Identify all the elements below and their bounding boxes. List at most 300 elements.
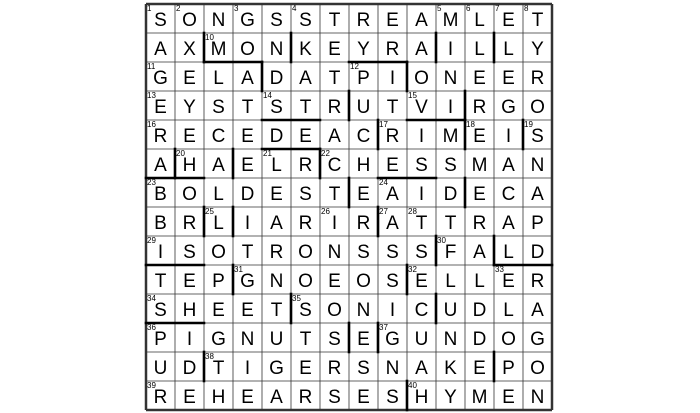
cell-letter: T: [212, 358, 225, 379]
grid-cell[interactable]: [378, 352, 407, 381]
clue-number: 6: [466, 4, 471, 13]
grid-cell[interactable]: [436, 4, 465, 33]
grid-cell[interactable]: [291, 265, 320, 294]
grid-cell[interactable]: [407, 381, 436, 410]
grid-cell[interactable]: [494, 178, 523, 207]
clue-number: 16: [147, 120, 156, 129]
cell-letter: T: [299, 97, 312, 118]
cell-letter: D: [269, 68, 284, 89]
grid-cell[interactable]: [233, 265, 262, 294]
grid-cell[interactable]: [233, 236, 262, 265]
grid-cell[interactable]: [349, 323, 378, 352]
cell-letter: L: [503, 300, 514, 321]
cell-letter: E: [328, 271, 341, 292]
cell-letter: T: [531, 10, 544, 31]
cell-letter: S: [386, 271, 399, 292]
cell-letter: A: [502, 155, 515, 176]
grid-cell[interactable]: [465, 265, 494, 294]
grid-cell[interactable]: [204, 149, 233, 178]
cell-letter: S: [415, 155, 428, 176]
grid-cell[interactable]: [349, 178, 378, 207]
grid-cell[interactable]: [465, 294, 494, 323]
grid-cell[interactable]: [262, 91, 291, 120]
grid-cell[interactable]: [407, 294, 436, 323]
cell-letter: E: [328, 39, 341, 60]
grid-cell[interactable]: [320, 207, 349, 236]
cell-letter: A: [415, 39, 428, 60]
clue-number: 8: [524, 4, 529, 13]
cell-letter: G: [153, 68, 168, 89]
grid-cell[interactable]: [523, 62, 552, 91]
grid-cell[interactable]: [291, 62, 320, 91]
grid-cell[interactable]: [291, 149, 320, 178]
grid-cell[interactable]: [407, 149, 436, 178]
cell-letter: D: [182, 358, 197, 379]
grid-cell[interactable]: [204, 62, 233, 91]
grid-cell[interactable]: [146, 62, 175, 91]
grid-cell[interactable]: [204, 4, 233, 33]
grid-cell[interactable]: [320, 381, 349, 410]
grid-cell[interactable]: [349, 294, 378, 323]
grid-cell[interactable]: [146, 207, 175, 236]
grid-cell[interactable]: [523, 33, 552, 62]
grid-cell[interactable]: [262, 381, 291, 410]
grid-cell[interactable]: [494, 323, 523, 352]
grid-cell[interactable]: [204, 294, 233, 323]
cell-letter: G: [240, 10, 255, 31]
clue-number: 15: [408, 91, 417, 100]
grid-cell[interactable]: [494, 91, 523, 120]
grid-cell[interactable]: [349, 4, 378, 33]
grid-cell[interactable]: [262, 33, 291, 62]
grid-cell[interactable]: [320, 4, 349, 33]
grid-cell[interactable]: [204, 352, 233, 381]
cell-letter: O: [530, 97, 545, 118]
cell-letter: A: [328, 126, 341, 147]
clue-number: 31: [234, 265, 243, 274]
grid-cell[interactable]: [407, 4, 436, 33]
clue-number: 26: [321, 207, 330, 216]
cell-letter: O: [182, 184, 197, 205]
grid-cell[interactable]: [204, 207, 233, 236]
cell-letter: A: [154, 155, 167, 176]
grid-cell[interactable]: [465, 120, 494, 149]
grid-cell[interactable]: [320, 178, 349, 207]
grid-cell[interactable]: [378, 265, 407, 294]
cell-letter: O: [414, 68, 429, 89]
cell-letter: S: [154, 300, 167, 321]
grid-cell[interactable]: [291, 120, 320, 149]
cell-letter: R: [298, 213, 313, 234]
cell-letter: E: [212, 300, 225, 321]
grid-cell[interactable]: [378, 91, 407, 120]
grid-cell[interactable]: [465, 91, 494, 120]
grid-cell[interactable]: [262, 294, 291, 323]
grid-cell[interactable]: [349, 265, 378, 294]
grid-cell[interactable]: [146, 323, 175, 352]
grid-cell[interactable]: [204, 323, 233, 352]
cell-letter: E: [473, 68, 486, 89]
grid-cell[interactable]: [175, 120, 204, 149]
grid-cell[interactable]: [262, 4, 291, 33]
grid-cell[interactable]: [465, 323, 494, 352]
grid-cell[interactable]: [349, 33, 378, 62]
grid-cell[interactable]: [523, 91, 552, 120]
grid-cell[interactable]: [320, 120, 349, 149]
grid-cell[interactable]: [146, 381, 175, 410]
grid-cell[interactable]: [262, 323, 291, 352]
grid-cell[interactable]: [407, 91, 436, 120]
cell-letter: T: [241, 242, 254, 263]
cell-letter: P: [212, 271, 225, 292]
grid-cell[interactable]: [349, 236, 378, 265]
grid-cell[interactable]: [320, 294, 349, 323]
cell-letter: D: [472, 300, 487, 321]
grid-cell[interactable]: [233, 294, 262, 323]
grid-cell[interactable]: [436, 352, 465, 381]
cell-letter: I: [157, 242, 164, 263]
grid-cell[interactable]: [233, 207, 262, 236]
clue-number: 34: [147, 294, 156, 303]
grid-cell[interactable]: [523, 207, 552, 236]
grid-cell[interactable]: [175, 381, 204, 410]
clue-number: 17: [379, 120, 388, 129]
grid-cell[interactable]: [262, 352, 291, 381]
grid-cell[interactable]: [436, 323, 465, 352]
cell-letter: D: [530, 242, 545, 263]
clue-number: 5: [437, 4, 442, 13]
grid-cell[interactable]: [407, 33, 436, 62]
grid-cell[interactable]: [523, 149, 552, 178]
grid-cell[interactable]: [262, 207, 291, 236]
grid-cell[interactable]: [436, 381, 465, 410]
grid-cell[interactable]: [233, 4, 262, 33]
grid-cell[interactable]: [494, 149, 523, 178]
grid-cell[interactable]: [320, 149, 349, 178]
cell-letter: L: [213, 213, 224, 234]
grid-cell[interactable]: [494, 381, 523, 410]
grid-cell[interactable]: [320, 62, 349, 91]
grid-cell[interactable]: [233, 120, 262, 149]
cell-letter: G: [530, 329, 545, 350]
grid-cell[interactable]: [407, 207, 436, 236]
grid-cell[interactable]: [465, 352, 494, 381]
grid-cell[interactable]: [378, 294, 407, 323]
clue-number: 24: [379, 178, 388, 187]
grid-cell[interactable]: [262, 236, 291, 265]
grid-cell[interactable]: [233, 62, 262, 91]
grid-cell[interactable]: [320, 236, 349, 265]
grid-cell[interactable]: [204, 178, 233, 207]
cell-letter: C: [501, 184, 516, 205]
grid-cell[interactable]: [407, 265, 436, 294]
grid-cell[interactable]: [204, 91, 233, 120]
grid-cell[interactable]: [146, 120, 175, 149]
grid-cell[interactable]: [436, 207, 465, 236]
grid-cell[interactable]: [378, 236, 407, 265]
cell-letter: S: [299, 10, 312, 31]
cell-letter: E: [386, 155, 399, 176]
cell-letter: A: [270, 387, 283, 408]
cell-letter: E: [473, 358, 486, 379]
grid-cell[interactable]: [436, 149, 465, 178]
cell-letter: S: [328, 387, 341, 408]
cell-letter: R: [385, 39, 400, 60]
grid-cell[interactable]: [494, 120, 523, 149]
grid-cell[interactable]: [146, 352, 175, 381]
grid-cell[interactable]: [175, 352, 204, 381]
clue-number: 21: [263, 149, 272, 158]
grid-cell[interactable]: [175, 323, 204, 352]
clue-number: 3: [234, 4, 239, 13]
grid-cell[interactable]: [494, 352, 523, 381]
grid-cell[interactable]: [465, 178, 494, 207]
cell-letter: E: [270, 184, 283, 205]
grid-cell[interactable]: [494, 207, 523, 236]
cell-letter: R: [356, 213, 371, 234]
grid-cell[interactable]: [233, 352, 262, 381]
grid-cell[interactable]: [204, 265, 233, 294]
grid-cell[interactable]: [146, 178, 175, 207]
grid-cell[interactable]: [407, 352, 436, 381]
cell-letter: I: [389, 68, 396, 89]
cell-letter: E: [502, 68, 515, 89]
grid-cell[interactable]: [349, 207, 378, 236]
grid-cell[interactable]: [436, 120, 465, 149]
grid-cell[interactable]: [291, 91, 320, 120]
cell-letter: U: [269, 329, 284, 350]
grid-cell[interactable]: [146, 33, 175, 62]
cell-letter: M: [442, 126, 459, 147]
grid-cell[interactable]: [523, 294, 552, 323]
grid-cell[interactable]: [291, 323, 320, 352]
grid-cell[interactable]: [320, 352, 349, 381]
cell-letter: S: [357, 358, 370, 379]
cell-letter: E: [154, 97, 167, 118]
grid-cell[interactable]: [523, 178, 552, 207]
clue-number: 22: [321, 149, 330, 158]
grid-cell[interactable]: [494, 294, 523, 323]
grid-cell[interactable]: [378, 120, 407, 149]
cell-letter: I: [447, 97, 454, 118]
cell-letter: E: [415, 271, 428, 292]
grid-cell[interactable]: [436, 294, 465, 323]
grid-cell[interactable]: [233, 91, 262, 120]
clue-number: 37: [379, 323, 388, 332]
grid-cell[interactable]: [175, 4, 204, 33]
grid-cell[interactable]: [436, 62, 465, 91]
grid-cell[interactable]: [233, 33, 262, 62]
grid-cell[interactable]: [436, 33, 465, 62]
grid-cell[interactable]: [291, 352, 320, 381]
clue-number: 39: [147, 381, 156, 390]
cell-letter: N: [385, 358, 400, 379]
cell-letter: H: [211, 387, 226, 408]
grid-cell[interactable]: [291, 33, 320, 62]
grid-cell[interactable]: [146, 265, 175, 294]
grid-cell[interactable]: [349, 352, 378, 381]
grid-cell[interactable]: [291, 294, 320, 323]
grid-cell[interactable]: [378, 33, 407, 62]
grid-cell[interactable]: [291, 381, 320, 410]
grid-cell[interactable]: [465, 4, 494, 33]
grid-cell[interactable]: [465, 62, 494, 91]
grid-cell[interactable]: [320, 265, 349, 294]
grid-cell[interactable]: [378, 149, 407, 178]
cell-letter: S: [328, 329, 341, 350]
grid-cell[interactable]: [378, 4, 407, 33]
grid-cell[interactable]: [175, 236, 204, 265]
grid-cell[interactable]: [204, 33, 233, 62]
cell-letter: T: [154, 271, 167, 292]
grid-cell[interactable]: [175, 62, 204, 91]
grid-cell[interactable]: [233, 381, 262, 410]
grid-cell[interactable]: [175, 207, 204, 236]
grid-cell[interactable]: [262, 149, 291, 178]
cell-letter: S: [270, 97, 283, 118]
grid-cell[interactable]: [349, 381, 378, 410]
grid-cell[interactable]: [146, 4, 175, 33]
grid-cell[interactable]: [262, 120, 291, 149]
grid-cell[interactable]: [204, 120, 233, 149]
cell-letter: E: [473, 184, 486, 205]
grid-cell[interactable]: [465, 149, 494, 178]
grid-cell[interactable]: [175, 178, 204, 207]
grid-cell[interactable]: [436, 178, 465, 207]
grid-cell[interactable]: [146, 149, 175, 178]
cell-letter: E: [357, 184, 370, 205]
cell-letter: O: [182, 10, 197, 31]
cell-letter: E: [502, 387, 515, 408]
grid-cell[interactable]: [494, 62, 523, 91]
grid-cell[interactable]: [175, 33, 204, 62]
clue-number: 23: [147, 178, 156, 187]
cell-letter: N: [240, 329, 255, 350]
grid-cell[interactable]: [291, 207, 320, 236]
grid-cell[interactable]: [146, 294, 175, 323]
grid-cell[interactable]: [233, 323, 262, 352]
grid-cell[interactable]: [320, 33, 349, 62]
cell-letter: R: [472, 97, 487, 118]
grid-cell[interactable]: [407, 62, 436, 91]
grid-cell[interactable]: [204, 381, 233, 410]
cell-letter: A: [154, 39, 167, 60]
clue-number: 36: [147, 323, 156, 332]
grid-cell[interactable]: [349, 149, 378, 178]
grid-cell[interactable]: [320, 91, 349, 120]
grid-cell[interactable]: [175, 91, 204, 120]
cell-letter: S: [415, 242, 428, 263]
grid-cell[interactable]: [436, 236, 465, 265]
grid-cell[interactable]: [291, 178, 320, 207]
cell-letter: L: [474, 10, 485, 31]
cell-letter: N: [356, 300, 371, 321]
grid-cell[interactable]: [146, 91, 175, 120]
grid-cell[interactable]: [349, 91, 378, 120]
grid-cell[interactable]: [465, 236, 494, 265]
grid-cell[interactable]: [407, 120, 436, 149]
grid-cell[interactable]: [523, 120, 552, 149]
grid-cell[interactable]: [175, 294, 204, 323]
grid-cell[interactable]: [523, 323, 552, 352]
cell-letter: A: [531, 184, 544, 205]
grid-cell[interactable]: [378, 381, 407, 410]
clue-number: 10: [205, 33, 214, 42]
grid-cell[interactable]: [523, 265, 552, 294]
cell-letter: S: [299, 184, 312, 205]
cell-letter: Y: [183, 97, 196, 118]
cell-letter: R: [269, 242, 284, 263]
grid-cell[interactable]: [407, 236, 436, 265]
grid-cell[interactable]: [378, 62, 407, 91]
grid-cell[interactable]: [291, 236, 320, 265]
grid-cell[interactable]: [146, 236, 175, 265]
grid-cell[interactable]: [494, 236, 523, 265]
grid-cell[interactable]: [436, 91, 465, 120]
cell-letter: U: [356, 97, 371, 118]
cell-letter: S: [270, 10, 283, 31]
cell-letter: O: [356, 271, 371, 292]
cell-letter: A: [473, 242, 486, 263]
clue-number: 4: [292, 4, 297, 13]
cell-letter: R: [298, 387, 313, 408]
grid-cell[interactable]: [262, 62, 291, 91]
cell-letter: I: [389, 300, 396, 321]
grid-cell[interactable]: [407, 323, 436, 352]
cell-letter: M: [471, 155, 488, 176]
clue-number: 33: [495, 265, 504, 274]
cell-letter: U: [153, 358, 168, 379]
grid-cell[interactable]: [175, 265, 204, 294]
grid-cell[interactable]: [378, 323, 407, 352]
grid-cell[interactable]: [349, 120, 378, 149]
grid-cell[interactable]: [378, 178, 407, 207]
grid-cell[interactable]: [465, 207, 494, 236]
grid-cell[interactable]: [436, 265, 465, 294]
grid-cell[interactable]: [233, 149, 262, 178]
cell-letter: L: [503, 39, 514, 60]
grid-cell[interactable]: [262, 178, 291, 207]
grid-cell[interactable]: [349, 62, 378, 91]
grid-cell[interactable]: [494, 4, 523, 33]
cell-letter: T: [328, 10, 341, 31]
grid-cell[interactable]: [320, 323, 349, 352]
grid-cell[interactable]: [523, 352, 552, 381]
grid-cell[interactable]: [407, 178, 436, 207]
cell-letter: P: [531, 213, 544, 234]
grid-cell[interactable]: [523, 236, 552, 265]
grid-cell[interactable]: [262, 265, 291, 294]
cell-letter: S: [386, 242, 399, 263]
grid-cell[interactable]: [494, 33, 523, 62]
cell-letter: Y: [444, 387, 457, 408]
grid-cell[interactable]: [523, 4, 552, 33]
cell-letter: C: [414, 300, 429, 321]
grid-cell[interactable]: [175, 149, 204, 178]
grid-cell[interactable]: [494, 265, 523, 294]
cell-letter: E: [183, 271, 196, 292]
cell-letter: T: [328, 68, 341, 89]
grid-cell[interactable]: [378, 207, 407, 236]
grid-cell[interactable]: [523, 381, 552, 410]
grid-cell[interactable]: [291, 4, 320, 33]
grid-cell[interactable]: [233, 178, 262, 207]
grid-cell[interactable]: [204, 236, 233, 265]
cell-letter: L: [213, 184, 224, 205]
clue-number: 29: [147, 236, 156, 245]
grid-cell[interactable]: [465, 33, 494, 62]
grid-cell[interactable]: [465, 381, 494, 410]
